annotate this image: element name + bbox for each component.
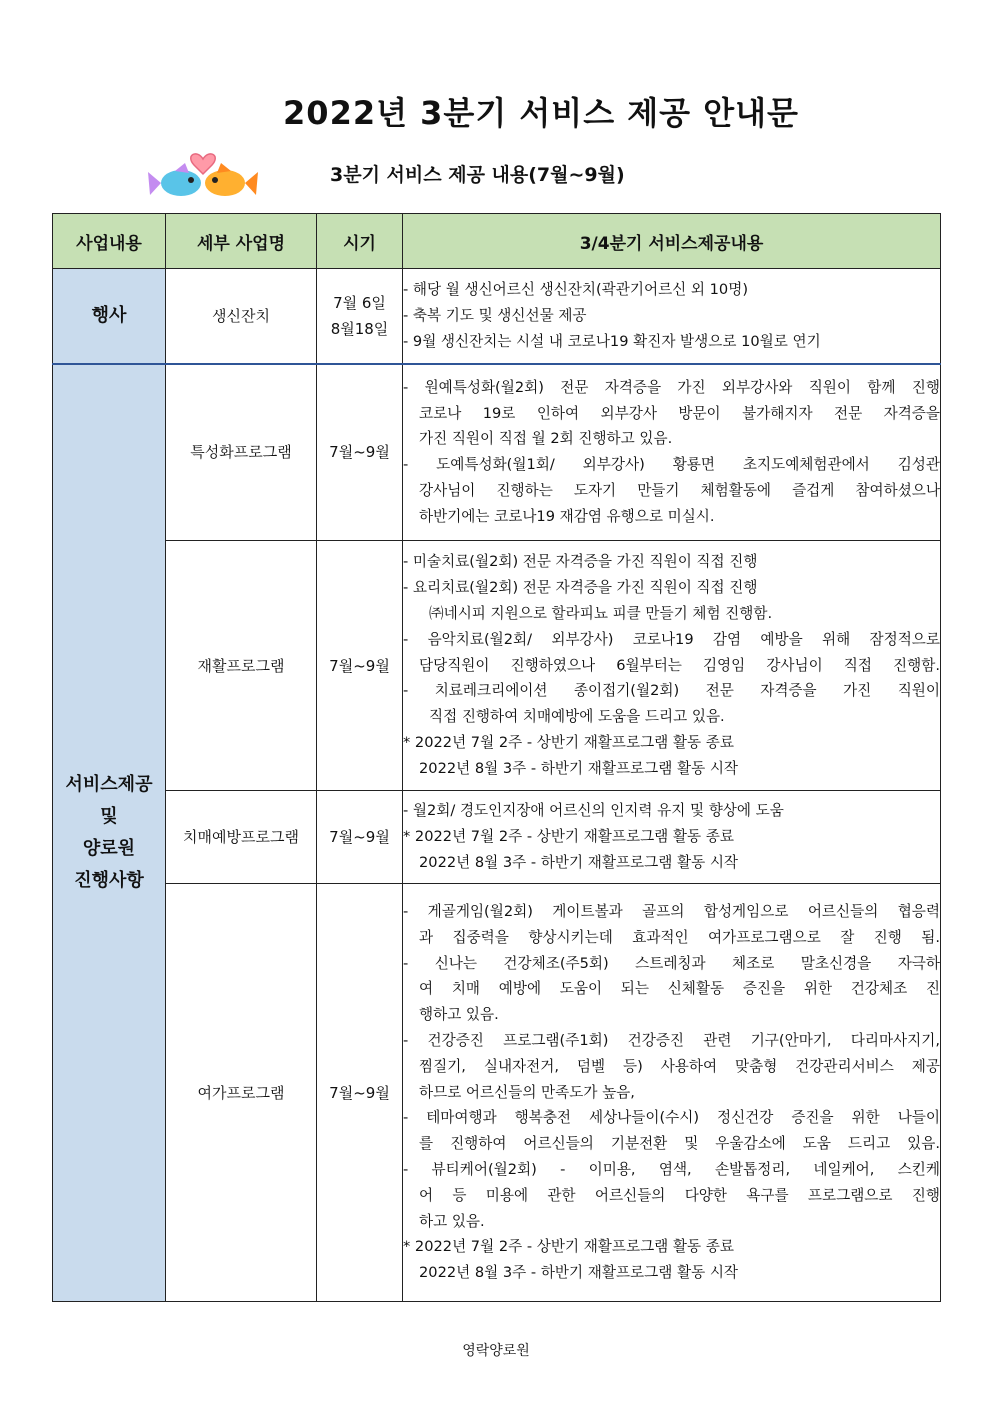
program-name: 재활프로그램 [166,541,317,791]
page-subtitle: 3분기 서비스 제공 내용(7월∼9월) [330,164,625,186]
category-service: 서비스제공 및 양로원 진행사항 [53,364,166,1302]
program-content: - 게골게임(월2회) 게이트볼과 골프의 합성게임으로 어르신들의 협응력 과 집중력을 향상시키는데 효과적인 여가프로그램으로 잘 진행 됨. - 신나는 건강체조(주5회) 스트레칭과 체조로 말초신경을 자극하 여 치매 예방에 도움이 되는 신체활동 증진을 위한 건강체조 진 행하고 있음. - 건강증진 프로그램(주1회) 건강증진 관련 기구(안마기, 다리마사지기, 찜질기, 실내자전거, 덤벨 등) 사용하여 맞춤형 건강관리서비스 제공 하므로 어르신들의 만족도가 높음, - 테마여행과 행복충전 세상나들이(수시) 정신건강 증진을 위한 나들이 를 진행하여 어르신들의 기분전환 및 우울감소에 도움 드리고 있음. - 뷰티케어(월2회) - 이미용, 염색, 손발톱정리, 네일케어, 스킨케 어 등 미용에 관한 어르신들의 다양한 욕구를 프로그램으로 진행 하고 있음. * 2022년 7월 2주 - 상반기 재활프로그램 활동 종료 2022년 8월 3주 - 하반기 재활프로그램 활동 시작 [403,884,941,1302]
category-event: 행사 [53,269,166,364]
service-table [52,213,941,1302]
table-row [53,269,941,364]
header-category: 사업내용 [53,214,166,269]
program-name: 생신잔치 [166,269,317,364]
program-content: - 월2회/ 경도인지장애 어르신의 인지력 유지 및 향상에 도움 * 2022년 7월 2주 - 상반기 재활프로그램 활동 종료 2022년 8월 3주 - 하반기 재활프로그램 활동 시작 [403,791,941,884]
table-row [53,884,941,1302]
header-period: 시기 [317,214,403,269]
program-period: 7월~9월 [317,541,403,791]
table-row [53,364,941,541]
program-name: 여가프로그램 [166,884,317,1302]
program-name: 치매예방프로그램 [166,791,317,884]
program-period: 7월~9월 [317,884,403,1302]
table-header-row [53,214,941,269]
program-period: 7월~9월 [317,364,403,541]
program-content: - 미술치료(월2회) 전문 자격증을 가진 직원이 직접 진행 - 요리치료(월2회) 전문 자격증을 가진 직원이 직접 진행 ㈜네시피 지원으로 할라피뇨 피클 만들기 체험 진행함. - 음악치료(월2회/ 외부강사) 코로나19 감염 예방을 위해 잠정적으로 담당직원이 진행하였으나 6월부터는 김영임 강사님이 직접 진행함. - 치료레크리에이션 종이접기(월2회) 전문 자격증을 가진 직원이 직접 진행하여 치매예방에 도움을 드리고 있음. * 2022년 7월 2주 - 상반기 재활프로그램 활동 종료 2022년 8월 3주 - 하반기 재활프로그램 활동 시작 [403,541,941,791]
fish-heart-icon [145,143,261,201]
table-row [53,541,941,791]
program-name: 특성화프로그램 [166,364,317,541]
program-period: 7월~9월 [317,791,403,884]
table-row [53,791,941,884]
program-period: 7월 6일 8월18일 [317,269,403,364]
program-content: - 해당 월 생신어르신 생신잔치(곽관기어르신 외 10명) - 축복 기도 및 생신선물 제공 - 9월 생신잔치는 시설 내 코로나19 확진자 발생으로 10월로 연기 [403,269,941,364]
header-program: 세부 사업명 [166,214,317,269]
footer-organization: 영락양로원 [462,1343,530,1359]
page-title: 2022년 3분기 서비스 제공 안내문 [283,94,799,132]
program-content: - 원예특성화(월2회) 전문 자격증을 가진 외부강사와 직원이 함께 진행 코로나 19로 인하여 외부강사 방문이 불가해지자 전문 자격증을 가진 직원이 직접 월 2회 진행하고 있음. - 도예특성화(월1회/ 외부강사) 황룡면 초지도예체험관에서 김성관 강사님이 진행하는 도자기 만들기 체험활동에 즐겁게 참여하셨으나 하반기에는 코로나19 재감염 유행으로 미실시. [403,364,941,541]
header-content: 3/4분기 서비스제공내용 [403,214,941,269]
